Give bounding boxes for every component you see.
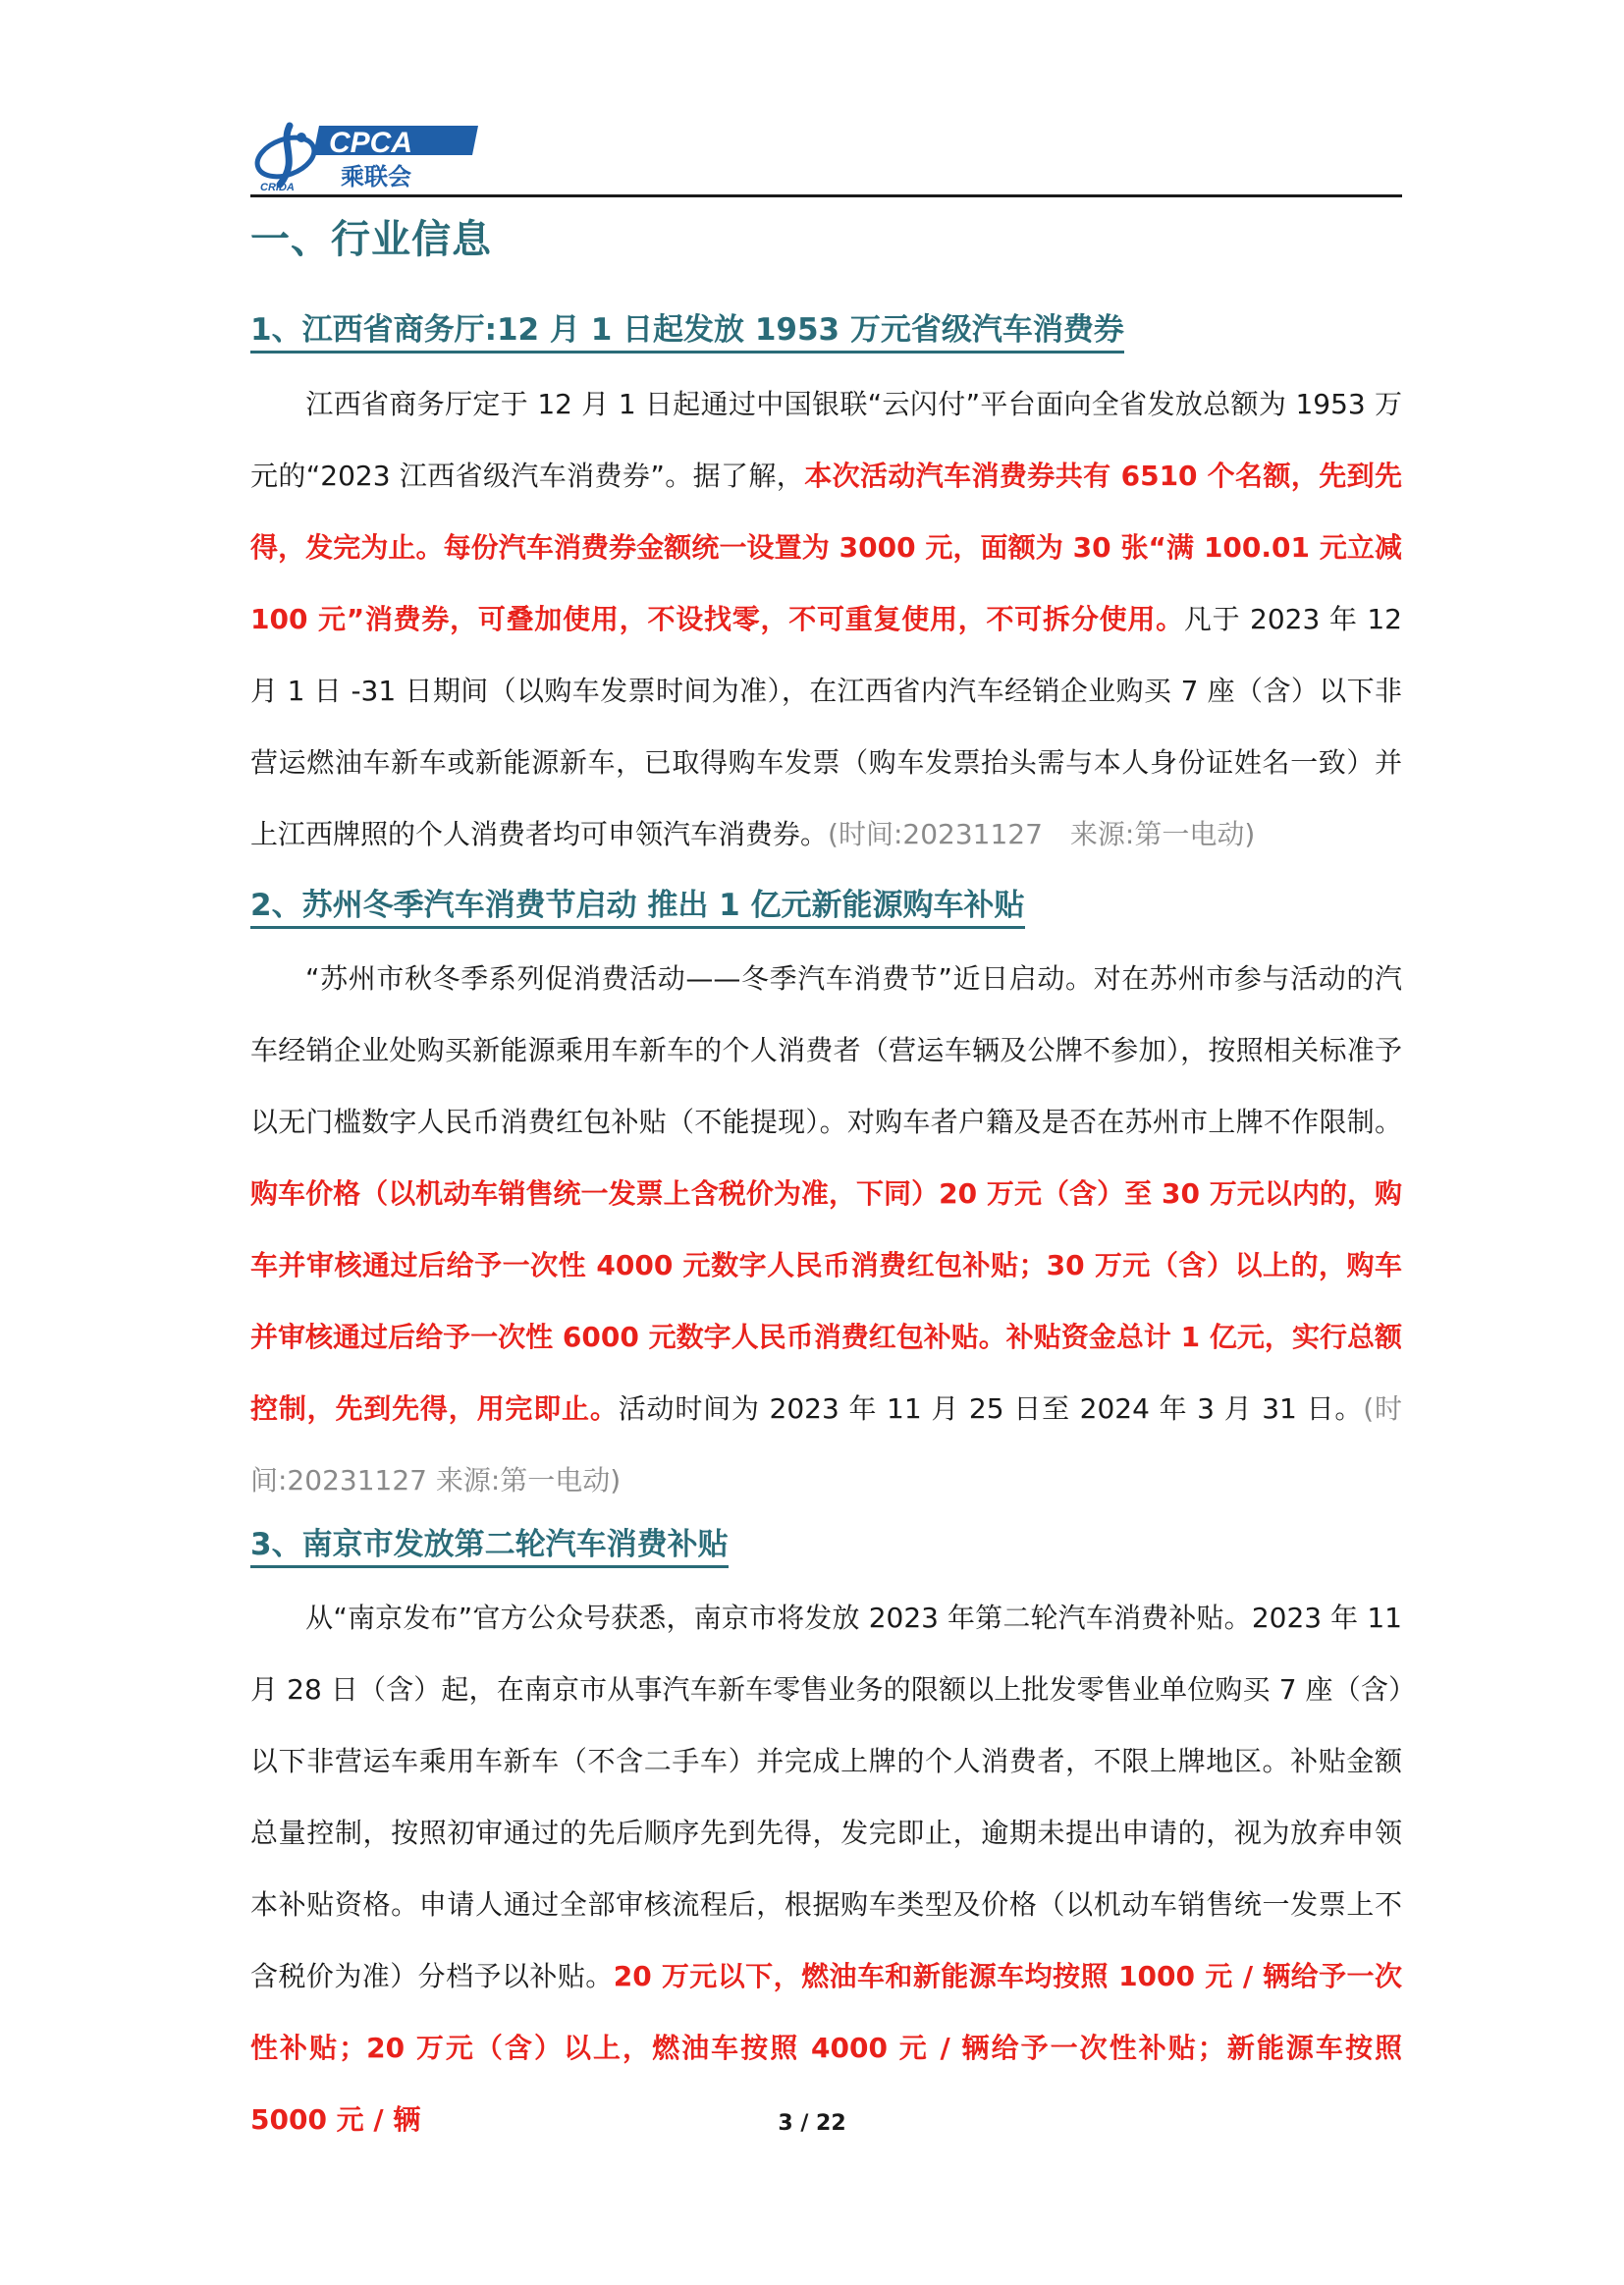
page-header	[250, 116, 1402, 194]
news-item-body	[250, 368, 1402, 870]
logo-left-text: CRIDA	[260, 182, 295, 192]
page-number: 3 / 22	[778, 2111, 846, 2136]
source-note: (时间:20231127 来源:第一电动)	[828, 818, 1256, 850]
cpca-logo	[250, 116, 486, 192]
news-item-body	[250, 943, 1402, 1516]
body-text: 江西省商务厅定于 12 月 1 日起通过中国银联“云闪付”平台面向全省发放总额为 1953 万元的“2023 江西省级汽车消费券”。据了解，	[250, 388, 1402, 492]
news-item-title: 3、南京市发放第二轮汽车消费补贴	[250, 1519, 729, 1568]
source-note: (时间:20231127 来源:第一电动)	[250, 1392, 1402, 1496]
news-item-title: 2、苏州冬季汽车消费节启动 推出 1 亿元新能源购车补贴	[250, 880, 1025, 929]
body-text: 从“南京发布”官方公众号获悉，南京市将发放 2023 年第二轮汽车消费补贴。2023 年 11 月 28 日（含）起，在南京市从事汽车新车零售业务的限额以上批发零售业单位购买 7 座（含）以下非营运车乘用车新车（不含二手车）并完成上牌的个人消费者，不限上牌地区。补贴金额总量控制，按照初审通过的先后顺序先到先得，发完即止，逾期未提出申请的，视为放弃申领本补贴资格。申请人通过全部审核流程后，根据购车类型及价格（以机动车销售统一发票上不含税价为准）分档予以补贴。	[250, 1602, 1402, 1992]
news-item-title: 1、江西省商务厅:12 月 1 日起发放 1953 万元省级汽车消费券	[250, 304, 1124, 354]
news-item-body	[250, 1582, 1402, 2155]
header-rule	[250, 194, 1402, 197]
highlight-text: 本次活动汽车消费券共有 6510 个名额，先到先得，发完为止。每份汽车消费券金额统一设置为 3000 元，面额为 30 张“满 100.01 元立减 100 元”消费券，可叠加使用，不设找零，不可重复使用，不可拆分使用。	[250, 460, 1403, 635]
highlight-text: 20 万元以下，燃油车和新能源车均按照 1000 元 / 辆给予一次性补贴；20 万元（含）以上，燃油车按照 4000 元 / 辆给予一次性补贴；新能源车按照 5000 元 / 辆	[250, 1960, 1402, 2136]
logo-cn-text: 乘联会	[341, 163, 411, 190]
logo-right-text: CPCA	[329, 127, 413, 159]
body-text: “苏州市秋冬季系列促消费活动——冬季汽车消费节”近日启动。对在苏州市参与活动的汽车经销企业处购买新能源乘用车新车的个人消费者（营运车辆及公牌不参加），按照相关标准予以无门槛数字人民币消费红包补贴（不能提现）。对购车者户籍及是否在苏州市上牌不作限制。	[250, 962, 1402, 1138]
body-text: 凡于 2023 年 12 月 1 日 -31 日期间（以购车发票时间为准），在江西省内汽车经销企业购买 7 座（含）以下非营运燃油车新车或新能源新车，已取得购车发票（购车发票抬头需与本人身份证姓名一致）并上江西牌照的个人消费者均可申领汽车消费券。	[250, 603, 1402, 850]
section-title: 一、行业信息	[250, 217, 492, 262]
body-text: 活动时间为 2023 年 11 月 25 日至 2024 年 3 月 31 日。	[618, 1392, 1364, 1425]
highlight-text: 购车价格（以机动车销售统一发票上含税价为准，下同）20 万元（含）至 30 万元以内的，购车并审核通过后给予一次性 4000 元数字人民币消费红包补贴；30 万元（含）以上的，购车并审核通过后给予一次性 6000 元数字人民币消费红包补贴。补贴资金总计 1 亿元，实行总额控制，先到先得，用完即止。	[250, 1177, 1402, 1425]
